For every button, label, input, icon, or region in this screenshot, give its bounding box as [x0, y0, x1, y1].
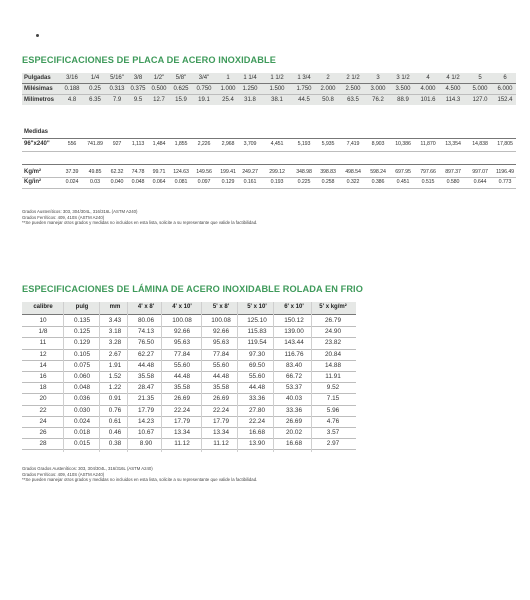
plate-cell: 1/2" — [153, 75, 165, 81]
column-divider — [161, 302, 162, 452]
plate-cell: 76.2 — [372, 97, 384, 103]
plate-row-medidas-header — [22, 127, 516, 137]
sheet-cell: 27.80 — [249, 406, 265, 414]
sheet-cell: 24.90 — [325, 328, 341, 336]
plate-cell: 3 1/2 — [396, 75, 410, 81]
plate-cell: 2,226 — [197, 141, 211, 147]
plate-cell: 0.750 — [196, 86, 212, 92]
sheet-cell: 7.15 — [326, 395, 340, 403]
row-label: Kg/m² — [24, 169, 41, 175]
plate-cell: 3/8 — [133, 75, 143, 81]
sheet-cell: 2.97 — [326, 440, 340, 448]
plate-cell: 4.500 — [445, 86, 461, 92]
plate-row-medida — [22, 139, 516, 149]
sheet-cell: 44.48 — [249, 384, 265, 392]
sheet-cell: 1.52 — [108, 373, 122, 380]
medidas-label: Medidas — [24, 129, 49, 135]
plate-cell: 12.7 — [153, 97, 165, 103]
sheet-cell: 100.08 — [172, 317, 192, 324]
sheet-cell: 23.82 — [325, 339, 341, 347]
sheet-cell: 0.030 — [74, 406, 90, 414]
plate-cell: 398.83 — [320, 169, 336, 175]
sheet-cell: 0.018 — [74, 429, 90, 436]
plate-notes — [22, 209, 257, 226]
plate-cell: 1,113 — [131, 141, 145, 147]
plate-cell: 5 — [478, 75, 482, 81]
plate-cell: 199.41 — [220, 169, 236, 175]
sheet-cell: 22 — [39, 406, 47, 414]
plate-cell: 44.5 — [298, 97, 310, 103]
plate-cell: 0.081 — [174, 179, 188, 185]
sheet-cell: 33.36 — [249, 395, 265, 403]
plate-cell: 5,935 — [321, 141, 335, 147]
plate-cell: 0.129 — [221, 179, 235, 185]
sheet-header-cell: 5' x 8' — [212, 304, 230, 310]
plate-cell: 299.12 — [269, 169, 285, 175]
plate-cell: 8,903 — [371, 141, 385, 147]
sheet-cell: 53.37 — [286, 384, 302, 392]
plate-cell: 74.78 — [131, 169, 145, 175]
sheet-cell: 62.27 — [138, 350, 154, 358]
plate-cell: 6 — [503, 75, 507, 81]
plate-cell: 63.5 — [347, 97, 359, 103]
plate-cell: 1.000 — [220, 86, 236, 92]
sheet-cell: 22.24 — [249, 417, 265, 425]
sheet-cell: 55.60 — [249, 373, 265, 380]
sheet-row — [22, 416, 356, 427]
plate-cell: 1 3/4 — [297, 75, 311, 81]
sheet-cell: 150.12 — [284, 317, 304, 324]
row-label: Milésimas — [24, 86, 53, 92]
plate-cell: 1,855 — [174, 141, 188, 147]
plate-row-pulgadas — [22, 73, 516, 83]
plate-cell: 9.5 — [133, 97, 143, 103]
sheet-cell: 17.79 — [174, 417, 190, 425]
plate-cell: 6.000 — [497, 86, 513, 92]
medida-size-label: 96"x240" — [24, 141, 50, 147]
plate-cell: 4,451 — [270, 141, 284, 147]
sheet-cell: 1.22 — [108, 384, 122, 392]
sheet-cell: 44.48 — [213, 373, 229, 380]
sheet-cell: 92.66 — [213, 328, 229, 336]
sheet-cell: 35.58 — [138, 373, 154, 380]
plate-cell: 5/8" — [175, 75, 187, 81]
sheet-cell: 0.075 — [74, 361, 90, 369]
column-divider — [237, 302, 238, 452]
sheet-cell: 22.24 — [174, 406, 190, 414]
sheet-cell: 14 — [39, 361, 47, 369]
sheet-cell: 77.84 — [174, 350, 190, 358]
sheet-cell: 97.30 — [249, 350, 265, 358]
plate-cell: 741.89 — [87, 141, 103, 147]
sheet-cell: 0.105 — [74, 350, 90, 358]
note-line: **Se pueden manejar otros grados y medidas no incluidos en esta lista, solicite a su representante que valide la factibilidad. — [22, 477, 258, 483]
sheet-cell: 100.08 — [211, 317, 231, 324]
sheet-cell: 26 — [39, 429, 47, 436]
sheet-cell: 26.69 — [174, 395, 190, 403]
plate-divider — [22, 164, 516, 165]
sheet-cell: 0.76 — [108, 406, 122, 414]
plate-cell: 3.500 — [395, 86, 411, 92]
sheet-cell: 11 — [39, 339, 47, 347]
row-label: Pulgadas — [24, 75, 51, 81]
sheet-row — [22, 371, 356, 382]
sheet-cell: 0.024 — [74, 417, 90, 425]
plate-cell: 37.39 — [65, 169, 79, 175]
plate-cell: 88.9 — [397, 97, 409, 103]
plate-cell: 0.313 — [109, 86, 125, 92]
sheet-cell: 0.46 — [108, 429, 122, 436]
sheet-cell: 0.135 — [74, 317, 90, 324]
sheet-cell: 125.10 — [247, 317, 267, 324]
sheet-cell: 66.72 — [286, 373, 302, 380]
plate-cell: 556 — [67, 141, 77, 147]
plate-cell: 0.644 — [473, 179, 487, 185]
plate-cell: 5/16" — [110, 75, 124, 81]
sheet-header-cell: pulg — [75, 304, 89, 310]
plate-cell: 797.66 — [420, 169, 436, 175]
plate-divider — [22, 151, 516, 152]
plate-cell: 1/4 — [90, 75, 100, 81]
plate-cell: 4 1/2 — [446, 75, 460, 81]
sheet-cell: 13.90 — [249, 440, 265, 448]
plate-cell: 50.8 — [322, 97, 334, 103]
plate-cell: 1196.49 — [495, 169, 515, 175]
sheet-cell: 33.36 — [286, 406, 302, 414]
sheet-cell: 5.96 — [326, 406, 340, 414]
sheet-cell: 0.91 — [108, 395, 122, 403]
plate-cell: 101.6 — [420, 97, 436, 103]
column-divider — [127, 302, 128, 452]
plate-cell: 19.1 — [198, 97, 210, 103]
sheet-cell: 119.54 — [247, 339, 267, 347]
sheet-cell: 17.79 — [213, 417, 229, 425]
plate-row-kgin2 — [22, 177, 516, 187]
plate-cell: 1 1/4 — [243, 75, 257, 81]
sheet-header-cell: mm — [109, 304, 121, 310]
plate-spec-table — [22, 73, 516, 191]
sheet-cell: 16.68 — [286, 440, 302, 448]
plate-cell: 11,870 — [420, 141, 436, 147]
plate-cell: 0.258 — [321, 179, 335, 185]
sheet-row — [22, 349, 356, 360]
plate-cell: 2,968 — [221, 141, 235, 147]
sheet-row — [22, 382, 356, 393]
plate-cell: 927 — [112, 141, 122, 147]
plate-cell: 0.773 — [498, 179, 512, 185]
sheet-row — [22, 337, 356, 348]
plate-cell: 0.064 — [152, 179, 166, 185]
sheet-cell: 10.67 — [138, 429, 154, 436]
sheet-cell: 16 — [39, 373, 47, 380]
plate-cell: 0.040 — [110, 179, 124, 185]
sheet-cell: 24 — [39, 417, 47, 425]
sheet-cell: 0.060 — [74, 373, 90, 380]
sheet-header-cell: 5' x kg/m² — [319, 304, 347, 310]
page-marker-dot — [36, 34, 39, 37]
sheet-cell: 14.23 — [138, 417, 154, 425]
sheet-cell: 0.015 — [74, 440, 90, 448]
sheet-cell: 4.76 — [326, 417, 340, 425]
sheet-cell: 44.48 — [174, 373, 190, 380]
plate-cell: 15.9 — [175, 97, 187, 103]
sheet-cell: 8.90 — [139, 440, 153, 448]
plate-cell: 2 — [326, 75, 330, 81]
column-divider — [99, 302, 100, 452]
sheet-cell: 83.40 — [286, 361, 302, 369]
plate-cell: 49.85 — [88, 169, 102, 175]
sheet-cell: 26.69 — [286, 417, 302, 425]
sheet-cell: 0.048 — [74, 384, 90, 392]
sheet-cell: 95.63 — [174, 339, 190, 347]
row-label: Milímetros — [24, 97, 55, 103]
plate-cell: 3/4" — [198, 75, 210, 81]
plate-divider — [22, 188, 516, 189]
plate-cell: 0.515 — [421, 179, 435, 185]
sheet-cell: 13.34 — [174, 429, 190, 436]
sheet-row — [22, 427, 356, 438]
plate-cell: 10,386 — [395, 141, 411, 147]
column-divider — [201, 302, 202, 452]
sheet-cell: 26.79 — [325, 317, 341, 324]
sheet-row — [22, 360, 356, 371]
sheet-cell: 18 — [39, 384, 47, 392]
sheet-cell: 14.88 — [325, 361, 341, 369]
plate-cell: 14,838 — [472, 141, 488, 147]
note-line: Grados Ferríticos: 409, 410S (ASTM A240) — [22, 471, 105, 477]
sheet-cell: 143.44 — [284, 339, 304, 347]
plate-cell: 249.27 — [242, 169, 258, 175]
plate-cell: 1 — [226, 75, 230, 81]
sheet-cell: 3.18 — [108, 328, 122, 336]
plate-cell: 498.54 — [345, 169, 361, 175]
plate-cell: 0.500 — [151, 86, 167, 92]
sheet-cell: 11.91 — [325, 373, 341, 380]
plate-row-kgm2 — [22, 167, 516, 177]
plate-cell: 3/16 — [66, 75, 78, 81]
plate-title: ESPECIFICACIONES DE PLACA DE ACERO INOXIDABLE — [22, 55, 276, 65]
plate-cell: 4.8 — [67, 97, 77, 103]
plate-cell: 114.3 — [445, 97, 461, 103]
sheet-header-cell: 4' x 10' — [172, 304, 192, 310]
sheet-cell: 10 — [39, 317, 47, 324]
sheet-cell: 20 — [39, 395, 47, 403]
plate-cell: 4.000 — [420, 86, 436, 92]
sheet-cell: 22.24 — [213, 406, 229, 414]
sheet-title: ESPECIFICACIONES DE LÁMINA DE ACERO INOXIDABLE ROLADA EN FRIO — [22, 284, 363, 294]
sheet-cell: 115.83 — [247, 328, 267, 336]
note-line: Grados Grados Austeníticos: 303, 304/304L, 316/316L (ASTM A240) — [22, 466, 153, 471]
plate-cell: 1.750 — [296, 86, 312, 92]
sheet-cell: 80.06 — [138, 317, 154, 324]
plate-cell: 697.95 — [395, 169, 411, 175]
sheet-cell: 139.00 — [284, 328, 304, 336]
plate-cell: 0.580 — [446, 179, 460, 185]
sheet-cell: 12 — [39, 350, 47, 358]
plate-cell: 1,484 — [152, 141, 166, 147]
plate-cell: 0.024 — [65, 179, 79, 185]
plate-cell: 0.375 — [130, 86, 146, 92]
sheet-cell: 0.036 — [74, 395, 90, 403]
note-line: **Se pueden manejar otros grados y medidas no incluidos en esta lista, solicite a su representante que valide la factibilidad. — [22, 220, 258, 226]
sheet-cell: 13.34 — [213, 429, 229, 436]
plate-cell: 149.56 — [196, 169, 212, 175]
sheet-row — [22, 393, 356, 404]
note-line: Grados Ferríticos: 409, 410S (ASTM A240) — [22, 214, 105, 220]
plate-row-milesimas — [22, 84, 516, 94]
note-line: Grados Austeníticos: 303, 304/304L, 316/316L (ASTM A240) — [22, 209, 138, 214]
plate-cell: 3,709 — [243, 141, 257, 147]
sheet-cell: 3.57 — [326, 429, 340, 436]
sheet-divider — [22, 449, 356, 450]
sheet-row — [22, 326, 356, 337]
sheet-cell: 28 — [39, 440, 47, 448]
sheet-cell: 55.60 — [174, 361, 190, 369]
plate-cell: 0.048 — [131, 179, 145, 185]
column-divider — [63, 302, 64, 452]
sheet-cell: 11.12 — [213, 440, 229, 448]
sheet-cell: 28.47 — [138, 384, 154, 392]
sheet-cell: 20.84 — [325, 350, 341, 358]
plate-cell: 2 1/2 — [346, 75, 360, 81]
sheet-cell: 0.129 — [74, 339, 90, 347]
sheet-cell: 3.28 — [108, 339, 122, 347]
sheet-cell: 0.61 — [108, 417, 122, 425]
sheet-cell: 77.84 — [213, 350, 229, 358]
sheet-cell: 1/8 — [38, 328, 48, 336]
sheet-cell: 76.50 — [138, 339, 154, 347]
plate-cell: 25.4 — [222, 97, 234, 103]
plate-cell: 13,354 — [445, 141, 461, 147]
plate-cell: 62.32 — [110, 169, 124, 175]
plate-cell: 0.451 — [396, 179, 410, 185]
plate-cell: 124.63 — [173, 169, 189, 175]
plate-cell: 0.03 — [90, 179, 100, 185]
sheet-row — [22, 405, 356, 416]
sheet-cell: 1.91 — [108, 361, 122, 369]
sheet-cell: 0.38 — [108, 440, 122, 448]
sheet-cell: 116.76 — [284, 350, 304, 358]
plate-cell: 99.71 — [152, 169, 166, 175]
sheet-cell: 17.79 — [138, 406, 154, 414]
plate-cell: 0.193 — [270, 179, 284, 185]
plate-cell: 1.500 — [269, 86, 285, 92]
plate-cell: 7,419 — [346, 141, 360, 147]
sheet-header-cell: 4' x 8' — [137, 304, 155, 310]
plate-cell: 1.250 — [242, 86, 258, 92]
plate-cell: 1 1/2 — [270, 75, 284, 81]
row-label: Kg/in² — [24, 179, 41, 185]
sheet-cell: 3.43 — [108, 317, 122, 324]
plate-cell: 6.35 — [89, 97, 101, 103]
sheet-cell: 74.13 — [138, 328, 154, 336]
plate-cell: 152.4 — [497, 97, 513, 103]
sheet-header-cell: 6' x 10' — [284, 304, 304, 310]
plate-cell: 0.625 — [173, 86, 189, 92]
plate-cell: 0.097 — [197, 179, 211, 185]
plate-cell: 3.000 — [370, 86, 386, 92]
plate-cell: 0.25 — [89, 86, 101, 92]
plate-cell: 7.9 — [112, 97, 122, 103]
sheet-header-row — [22, 302, 356, 313]
sheet-row — [22, 315, 356, 326]
column-divider — [311, 302, 312, 452]
sheet-cell: 69.50 — [249, 361, 265, 369]
plate-cell: 0.322 — [346, 179, 360, 185]
sheet-cell: 11.12 — [174, 440, 190, 448]
sheet-cell: 44.48 — [138, 361, 154, 369]
plate-cell: 3 — [376, 75, 380, 81]
plate-cell: 5,193 — [297, 141, 311, 147]
plate-cell: 0.386 — [371, 179, 385, 185]
sheet-cell: 9.52 — [326, 384, 340, 392]
plate-cell: 0.161 — [243, 179, 257, 185]
sheet-header-cell: calibre — [33, 304, 53, 310]
plate-row-milimetros — [22, 95, 516, 105]
sheet-notes — [22, 466, 257, 483]
plate-cell: 31.8 — [244, 97, 256, 103]
sheet-header-cell: 5' x 10' — [247, 304, 267, 310]
sheet-cell: 35.58 — [213, 384, 229, 392]
sheet-cell: 26.69 — [213, 395, 229, 403]
plate-cell: 127.0 — [472, 97, 488, 103]
sheet-row — [22, 438, 356, 449]
sheet-cell: 2.67 — [108, 350, 122, 358]
column-divider — [273, 302, 274, 452]
plate-cell: 38.1 — [271, 97, 283, 103]
sheet-cell: 35.58 — [174, 384, 190, 392]
sheet-cell: 40.03 — [286, 395, 302, 403]
plate-cell: 997.07 — [472, 169, 488, 175]
plate-cell: 598.24 — [370, 169, 386, 175]
plate-cell: 2.000 — [320, 86, 336, 92]
sheet-cell: 21.35 — [138, 395, 154, 403]
sheet-spec-table — [22, 302, 356, 452]
plate-cell: 348.98 — [296, 169, 312, 175]
plate-cell: 2.500 — [345, 86, 361, 92]
plate-cell: 897.37 — [445, 169, 461, 175]
sheet-cell: 20.02 — [286, 429, 302, 436]
plate-cell: 0.225 — [297, 179, 311, 185]
sheet-cell: 16.68 — [249, 429, 265, 436]
plate-cell: 0.188 — [64, 86, 80, 92]
plate-cell: 17,805 — [497, 141, 513, 147]
plate-cell: 5.000 — [472, 86, 488, 92]
sheet-cell: 55.60 — [213, 361, 229, 369]
plate-cell: 4 — [426, 75, 430, 81]
sheet-cell: 0.125 — [74, 328, 90, 336]
sheet-cell: 92.66 — [174, 328, 190, 336]
sheet-cell: 95.63 — [213, 339, 229, 347]
